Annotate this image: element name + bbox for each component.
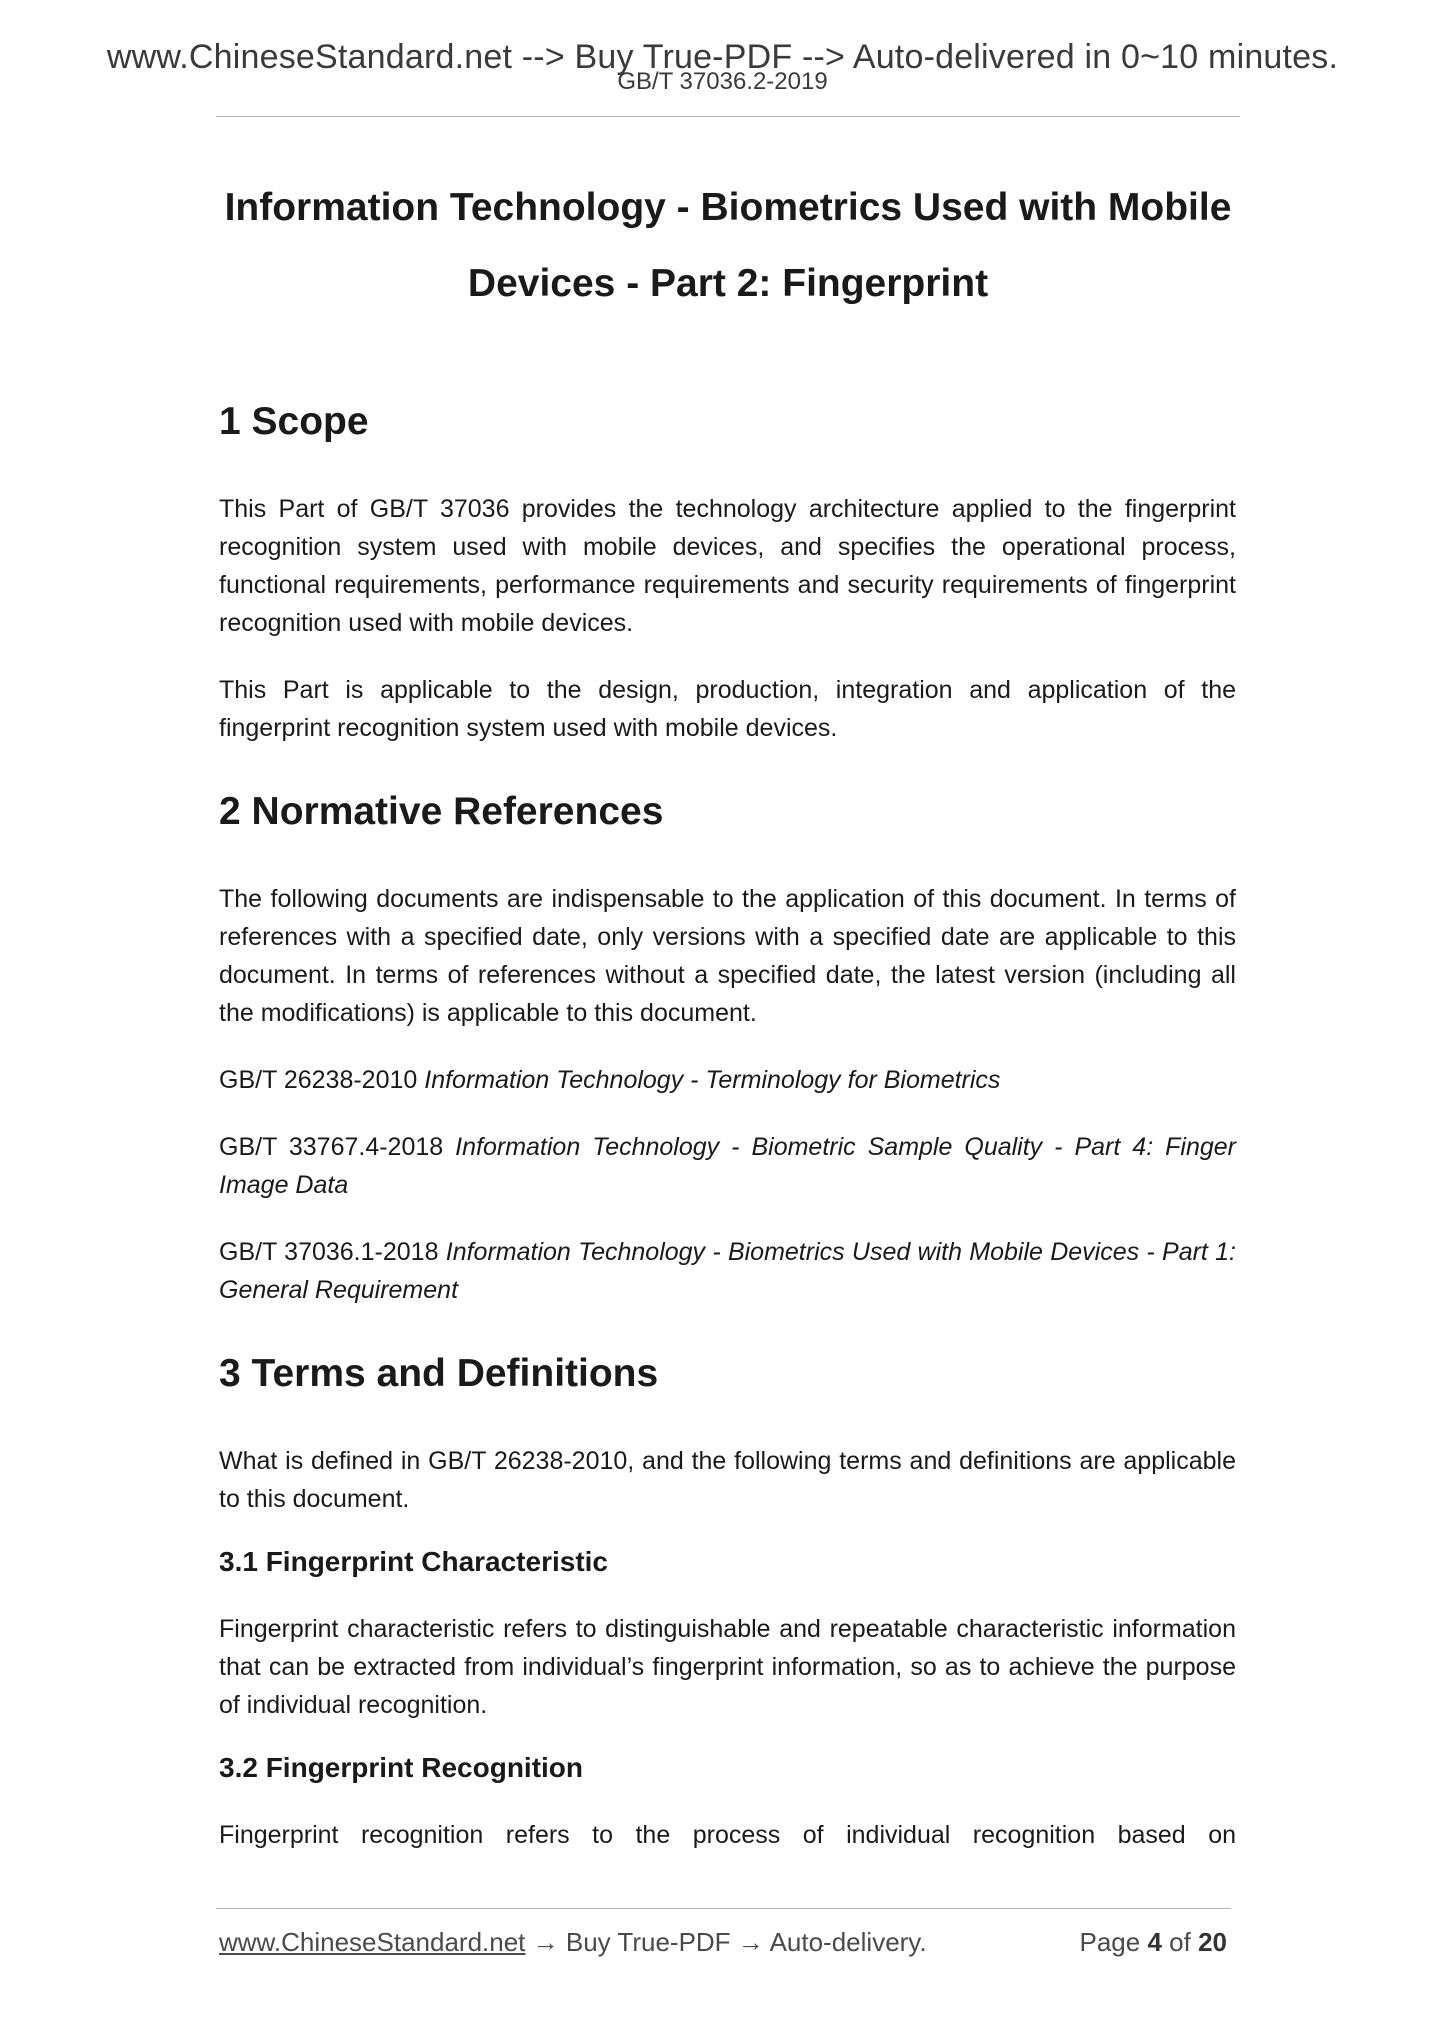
title-line-1: Information Technology - Biometrics Used with Mobile: [224, 186, 1232, 229]
page-label: Page: [1079, 1927, 1141, 1957]
term-3-1-definition: Fingerprint characteristic refers to distinguishable and repeatable characteristic information that can be extracted from individual’s fingerprint information, so as to achieve the purpose of individual recognition.: [219, 1615, 1236, 1719]
reference-title: Information Technology - Biometric Sample Quality - Part 4: Finger Image Data: [219, 1133, 1237, 1199]
page-indicator: [1079, 1927, 1227, 1958]
reference-code: GB/T 26238-2010: [219, 1066, 418, 1094]
page-number: 4: [1147, 1927, 1162, 1957]
scope-paragraph-2: This Part is applicable to the design, production, integration and application of the fingerprint recognition system used with mobile devices.: [219, 676, 1236, 742]
term-3-2-definition: Fingerprint recognition refers to the process of individual recognition based on: [219, 1821, 1236, 1849]
reference-code: GB/T 33767.4-2018: [219, 1133, 444, 1161]
reference-item: [219, 1233, 1236, 1309]
terms-intro: What is defined in GB/T 26238-2010, and the following terms and definitions are applicable to this document.: [219, 1447, 1236, 1513]
reference-title: Information Technology - Terminology for Biometrics: [424, 1066, 1001, 1094]
references-intro: The following documents are indispensable to the application of this document. In terms of references with a specified date, only versions with a specified date are applicable to this document. In terms of references without a specified date, the latest version (including all the modifications) is applicable to this document.: [219, 885, 1236, 1027]
footer-promo: [219, 1927, 927, 1958]
reference-item: [219, 1061, 1236, 1099]
title-line-2: Devices - Part 2: Fingerprint: [467, 262, 989, 305]
term-3-1-heading: 3.1 Fingerprint Characteristic: [219, 1546, 609, 1577]
scope-paragraph-1: This Part of GB/T 37036 provides the technology architecture applied to the fingerprint recognition system used with mobile devices, and specifies the operational process, functional requirements, performance requirements and security requirements of fingerprint recognition used with mobile devices.: [219, 495, 1236, 637]
footer-divider: [216, 1908, 1231, 1909]
document-title: [216, 170, 1240, 322]
site-banner: www.ChineseStandard.net --> Buy True-PDF --> Auto-delivered in 0~10 minutes.: [106, 38, 1339, 76]
footer-site-link[interactable]: www.ChineseStandard.net: [219, 1927, 526, 1957]
reference-title: Information Technology - Biometrics Used with Mobile Devices - Part 1: General Requirement: [219, 1238, 1237, 1304]
reference-item: [219, 1128, 1236, 1204]
term-3-2-heading: 3.2 Fingerprint Recognition: [219, 1752, 584, 1783]
page-total: 20: [1198, 1927, 1227, 1957]
section-3-heading: 3 Terms and Definitions: [219, 1352, 659, 1395]
footer-promo-text: → Buy True-PDF → Auto-delivery.: [525, 1927, 927, 1957]
document-code: GB/T 37036.2-2019: [617, 68, 828, 95]
reference-code: GB/T 37036.1-2018: [219, 1238, 439, 1266]
of-label: of: [1169, 1927, 1191, 1957]
document-body: [219, 398, 1236, 1854]
section-2-heading: 2 Normative References: [219, 790, 664, 833]
section-1-heading: 1 Scope: [219, 400, 369, 443]
header-divider: [216, 116, 1240, 117]
